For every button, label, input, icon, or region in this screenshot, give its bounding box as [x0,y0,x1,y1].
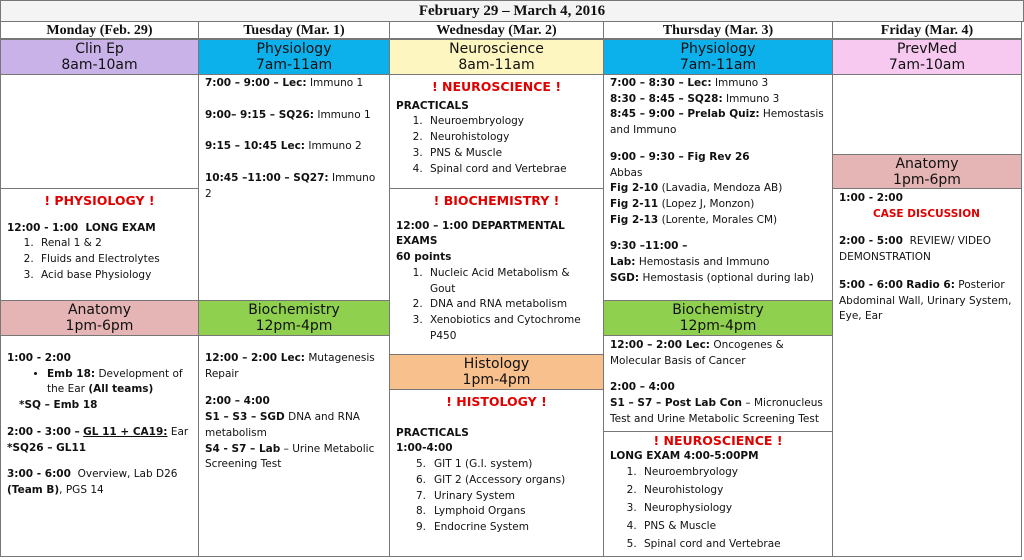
list-item: 2. Fluids and Electrolytes [37,252,192,268]
biochemistry-alert-heading: ! BIOCHEMISTRY ! [433,193,560,208]
schedule-row: 2:00 - 5:00 REVIEW/ VIDEO DEMONSTRATION [839,235,991,264]
biochemistry-schedule-block [604,336,832,432]
biochemistry-schedule-block [199,337,389,557]
physiology-schedule-block [604,75,832,301]
schedule-row: 8:45 – 9:00 – Prelab Quiz: Hemostasis and Immuno [610,108,824,137]
band-anatomy [833,154,1021,189]
schedule-row: 8:30 – 8:45 – SQ28: Immuno 3 [610,92,780,105]
list-item: 2. Neurohistology [640,482,826,500]
list-item: 5. Spinal cord and Vertebrae [640,536,826,554]
schedule-row: 7:00 – 9:00 – Lec: Immuno 1 [205,77,364,89]
practicals-list [396,457,597,536]
column-thursday [603,39,833,557]
band-prevmed [833,40,1021,75]
band-time: 8am-10am [61,57,138,73]
time-slot: 9:30 –11:00 – [610,240,688,253]
exam-time: 12:00 - 1:00 [7,221,79,234]
schedule-row: 5:00 - 6:00 Radio 6: Posterior Abdominal Wall, Urinary System, Eye, Ear [839,278,1012,323]
exam-topics-list [610,464,826,553]
exam-topics-list [7,236,192,283]
band-time: 12pm-4pm [679,318,757,334]
anatomy-schedule-block [833,189,1021,419]
schedule-row: 9:00 – 9:30 – Fig Rev 26 [610,150,750,163]
band-subject: Anatomy [895,156,959,172]
practicals-label: PRACTICALS [396,99,469,112]
neuroscience-alert-heading: ! NEUROSCIENCE ! [431,79,562,94]
sq-note: *SQ26 – GL11 [7,441,87,454]
band-physiology [199,40,389,75]
column-wednesday [389,39,604,557]
anatomy-schedule-block [1,337,198,557]
neuroscience-alert-heading: ! NEUROSCIENCE ! [653,433,783,448]
exam-topics-list [396,266,597,345]
band-subject: Histology [463,356,530,372]
band-time: 8am-11am [458,57,535,73]
emb-list [7,367,192,398]
column-friday [832,39,1022,557]
band-subject: PrevMed [896,41,958,57]
case-discussion-label: CASE DISCUSSION [873,207,980,220]
list-item: 1. Neuroembryology [426,114,597,130]
band-time: 12pm-4pm [255,318,333,334]
list-item: 3. Acid base Physiology [37,268,192,284]
schedule-row: 10:45 –11:00 – SQ27: Immuno 2 [205,172,376,200]
schedule-row: Lab: Hemostasis and Immuno [610,256,770,269]
schedule-row: S1 – S7 – Post Lab Con – Micronucleus Test and Urine Metabolic Screening Test [610,397,823,425]
band-biochemistry [604,300,832,336]
list-item: 3. PNS & Muscle [426,146,597,162]
schedule-row: Abbas [610,166,643,179]
band-time: 1pm-4pm [462,372,531,388]
schedule-title: February 29 – March 4, 2016 [0,0,1024,22]
schedule-row: S4 - S7 – Lab – Urine Metabolic Screening Test [205,442,375,471]
sq-note: *SQ – Emb 18 [19,399,98,412]
histology-practicals-block [390,390,603,558]
column-tuesday [198,39,390,557]
time-slot: 1:00 - 2:00 [839,192,903,204]
list-item: 6. GIT 2 (Accessory organs) [416,473,566,486]
physiology-exam-block [1,188,198,300]
band-subject: Neuroscience [449,41,544,57]
list-item: 2. DNA and RNA metabolism [426,297,597,313]
band-anatomy [1,300,198,336]
gl-row: 2:00 - 3:00 – GL 11 + CA19: Ear [7,425,189,438]
list-item: 4. PNS & Muscle [640,518,826,536]
exam-label: LONG EXAM 4:00-5:00PM [610,449,759,462]
band-subject: Clin Ep [75,41,124,57]
day-header-friday: Friday (Mar. 4) [832,21,1022,39]
fig-row: Fig 2-13 (Lorente, Morales CM) [610,213,778,226]
list-item: 1. Nucleic Acid Metabolism & Gout [426,266,597,297]
time-slot: 2:00 – 4:00 [610,381,675,394]
list-item: 2. Neurohistology [426,130,597,146]
band-histology [390,354,603,390]
band-time: 7am-11am [255,57,333,73]
list-item: 5. GIT 1 (G.I. system) [416,458,533,471]
schedule-row: SGD: Hemostasis (optional during lab) [610,271,814,284]
physiology-alert-heading: ! PHYSIOLOGY ! [44,193,155,208]
band-subject: Physiology [256,41,332,57]
practicals-list [396,114,597,177]
time-slot: 2:00 – 4:00 [205,395,270,408]
exam-points: 60 points [396,251,452,264]
band-subject: Anatomy [67,302,131,318]
schedule-row: 9:15 – 10:45 Lec: Immuno 2 [205,140,362,153]
fig-row: Fig 2-10 (Lavadia, Mendoza AB) [610,182,783,195]
biochemistry-exam-block [390,188,603,355]
band-biochemistry [199,300,389,336]
schedule-row: 7:00 – 8:30 – Lec: Immuno 3 [610,77,769,89]
histology-alert-heading: ! HISTOLOGY ! [446,394,547,409]
band-clin-ep [1,40,198,75]
list-item: 1. Neuroembryology [640,464,826,482]
list-item: • Emb 18: Development of the Ear (All teams) [47,367,192,398]
time-slot: 1:00 - 2:00 [7,352,71,364]
exam-label: 12:00 – 1:00 DEPARTMENTAL EXAMS [396,219,565,248]
band-time: 1pm-6pm [65,318,134,334]
physiology-schedule-block [199,75,389,301]
day-header-monday: Monday (Feb. 29) [0,21,199,39]
schedule-row: 12:00 – 2:00 Lec: Oncogenes & Molecular Basis of Cancer [610,339,784,367]
schedule-row: S1 – S3 – SGD DNA and RNA metabolism [205,411,360,439]
band-subject: Biochemistry [248,302,340,318]
band-neuroscience [390,40,603,75]
band-subject: Physiology [680,41,756,57]
band-subject: Biochemistry [672,302,764,318]
list-item: 7. Urinary System [416,489,516,502]
practicals-label: PRACTICALS [396,426,469,439]
band-physiology [604,40,832,75]
band-time: 7am-10am [888,57,966,73]
list-item: 3. Xenobiotics and Cytochrome P450 [426,313,597,344]
list-item: 1. Renal 1 & 2 [37,236,192,252]
column-monday [0,39,199,557]
day-header-wednesday: Wednesday (Mar. 2) [389,21,604,39]
neuroscience-practicals-block [390,75,603,189]
schedule-row: 9:00– 9:15 – SQ26: Immuno 1 [205,108,371,121]
schedule-row: 12:00 – 2:00 Lec: Mutagenesis Repair [205,352,375,380]
band-time: 1pm-6pm [893,172,961,188]
list-item: 9. Endocrine System [416,520,529,533]
day-header-thursday: Thursday (Mar. 3) [603,21,833,39]
fig-row: Fig 2-11 (Lopez J, Monzon) [610,197,755,210]
list-item: 3. Neurophysiology [640,500,826,518]
list-item: 4. Spinal cord and Vertebrae [426,162,597,178]
band-time: 7am-11am [679,57,757,73]
neuroscience-exam-block [604,431,832,558]
list-item: 8. Lymphoid Organs [416,505,526,518]
overview-row: 3:00 - 6:00 Overview, Lab D26 (Team B), PGS 14 [7,468,178,496]
day-header-tuesday: Tuesday (Mar. 1) [198,21,390,39]
exam-label: LONG EXAM [85,221,156,234]
time-slot: 1:00-4:00 [396,442,453,455]
